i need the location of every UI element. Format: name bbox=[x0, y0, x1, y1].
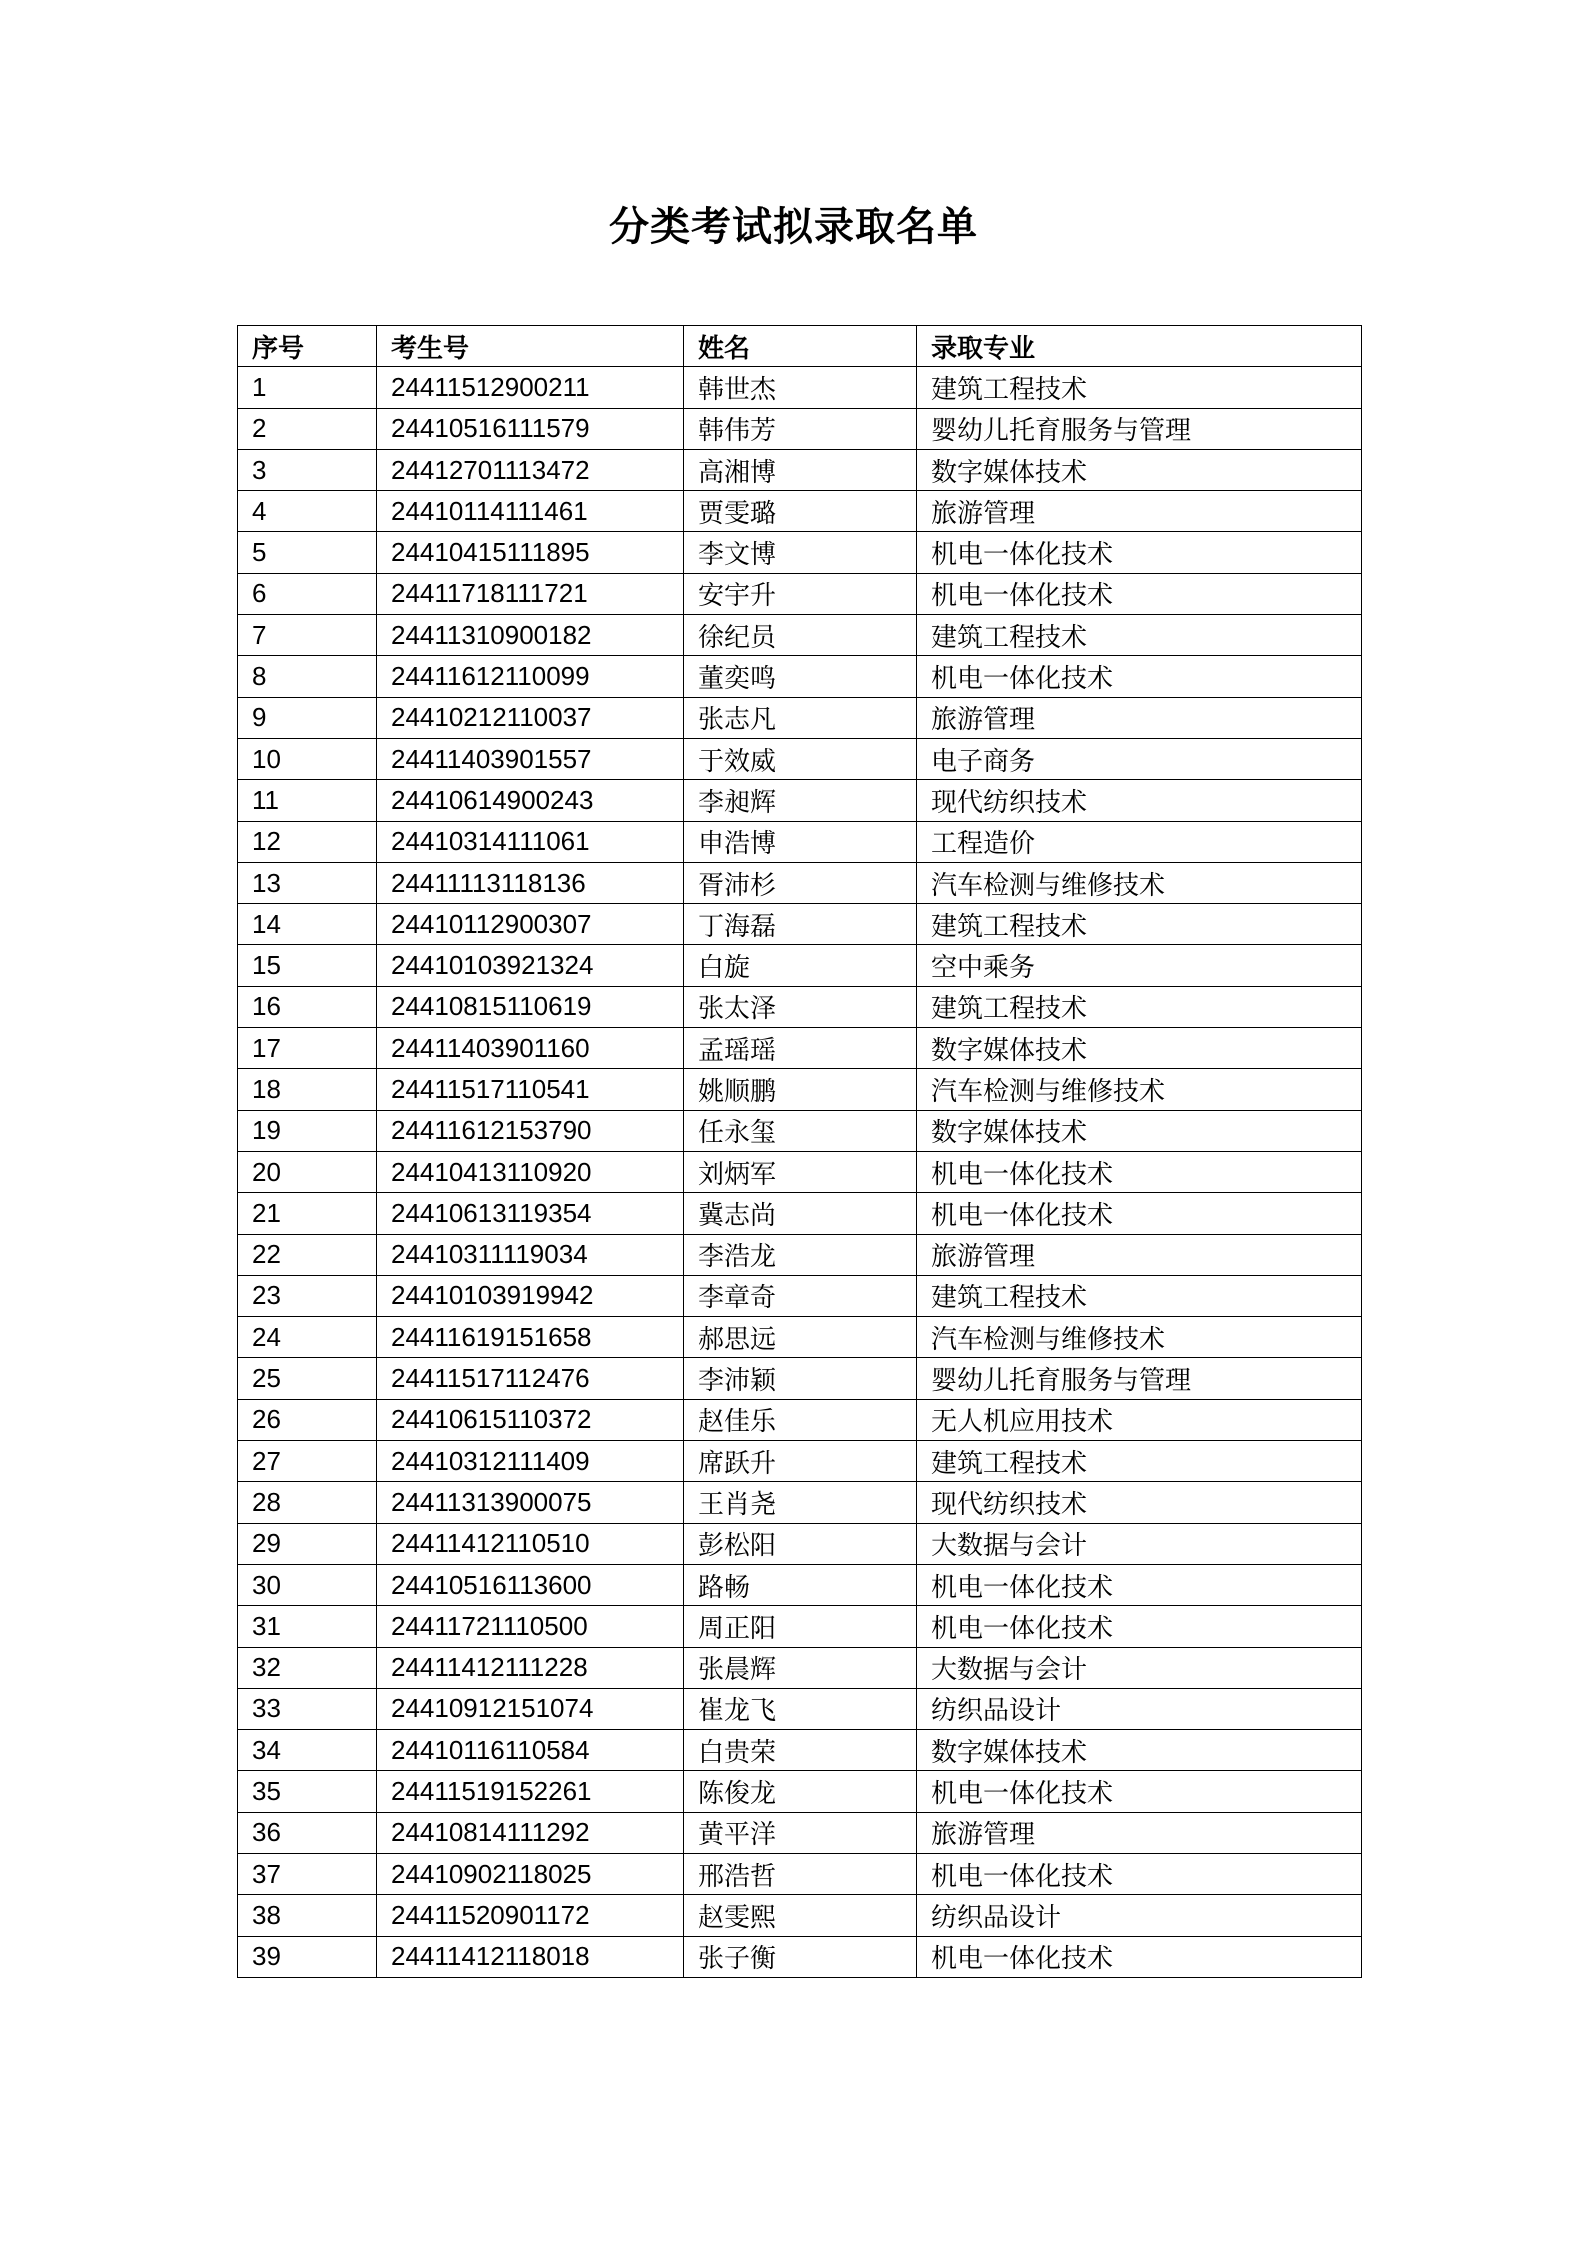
cell-major: 机电一体化技术 bbox=[917, 656, 1362, 697]
cell-name: 李浩龙 bbox=[684, 1234, 917, 1275]
table-row bbox=[238, 821, 1362, 862]
cell-name: 黄平洋 bbox=[684, 1812, 917, 1853]
cell-major: 旅游管理 bbox=[917, 1812, 1362, 1853]
cell-exam-id: 24410815110619 bbox=[377, 986, 684, 1027]
cell-exam-id: 24411113118136 bbox=[377, 862, 684, 903]
cell-exam-id: 24411313900075 bbox=[377, 1482, 684, 1523]
cell-name: 白贵荣 bbox=[684, 1730, 917, 1771]
cell-major: 数字媒体技术 bbox=[917, 449, 1362, 490]
cell-name: 申浩博 bbox=[684, 821, 917, 862]
cell-name: 张子衡 bbox=[684, 1936, 917, 1977]
cell-seq: 8 bbox=[238, 656, 377, 697]
cell-seq: 33 bbox=[238, 1688, 377, 1729]
cell-exam-id: 24410516111579 bbox=[377, 408, 684, 449]
cell-name: 韩世杰 bbox=[684, 367, 917, 408]
cell-exam-id: 24411512900211 bbox=[377, 367, 684, 408]
admission-list-table bbox=[237, 325, 1362, 1978]
table-row bbox=[238, 1441, 1362, 1482]
cell-exam-id: 24410112900307 bbox=[377, 904, 684, 945]
cell-major: 机电一体化技术 bbox=[917, 1193, 1362, 1234]
table-row bbox=[238, 1895, 1362, 1936]
cell-exam-id: 24411520901172 bbox=[377, 1895, 684, 1936]
cell-major: 纺织品设计 bbox=[917, 1895, 1362, 1936]
cell-exam-id: 24410314111061 bbox=[377, 821, 684, 862]
cell-seq: 12 bbox=[238, 821, 377, 862]
cell-major: 电子商务 bbox=[917, 738, 1362, 779]
cell-exam-id: 24410311119034 bbox=[377, 1234, 684, 1275]
cell-exam-id: 24410615110372 bbox=[377, 1399, 684, 1440]
cell-seq: 21 bbox=[238, 1193, 377, 1234]
cell-exam-id: 24412701113472 bbox=[377, 449, 684, 490]
cell-exam-id: 24410312111409 bbox=[377, 1441, 684, 1482]
table-row bbox=[238, 1523, 1362, 1564]
table-row bbox=[238, 1317, 1362, 1358]
cell-name: 安宇升 bbox=[684, 573, 917, 614]
cell-name: 李昶辉 bbox=[684, 780, 917, 821]
cell-major: 旅游管理 bbox=[917, 697, 1362, 738]
cell-name: 崔龙飞 bbox=[684, 1688, 917, 1729]
table-row bbox=[238, 780, 1362, 821]
table-row bbox=[238, 1647, 1362, 1688]
table-row bbox=[238, 1771, 1362, 1812]
cell-exam-id: 24411721110500 bbox=[377, 1606, 684, 1647]
table-row bbox=[238, 1564, 1362, 1605]
cell-exam-id: 24410103921324 bbox=[377, 945, 684, 986]
table-row bbox=[238, 945, 1362, 986]
cell-seq: 24 bbox=[238, 1317, 377, 1358]
cell-exam-id: 24411718111721 bbox=[377, 573, 684, 614]
table-row bbox=[238, 1399, 1362, 1440]
cell-name: 韩伟芳 bbox=[684, 408, 917, 449]
cell-major: 建筑工程技术 bbox=[917, 1275, 1362, 1316]
cell-name: 任永玺 bbox=[684, 1110, 917, 1151]
cell-name: 贾雯璐 bbox=[684, 491, 917, 532]
cell-seq: 9 bbox=[238, 697, 377, 738]
cell-major: 纺织品设计 bbox=[917, 1688, 1362, 1729]
column-header-name: 姓名 bbox=[684, 326, 917, 367]
table-row bbox=[238, 1853, 1362, 1894]
cell-name: 李沛颖 bbox=[684, 1358, 917, 1399]
table-row bbox=[238, 615, 1362, 656]
cell-major: 机电一体化技术 bbox=[917, 1936, 1362, 1977]
table-row bbox=[238, 1110, 1362, 1151]
cell-major: 婴幼儿托育服务与管理 bbox=[917, 1358, 1362, 1399]
cell-major: 机电一体化技术 bbox=[917, 1853, 1362, 1894]
cell-major: 汽车检测与维修技术 bbox=[917, 1317, 1362, 1358]
cell-major: 建筑工程技术 bbox=[917, 986, 1362, 1027]
cell-exam-id: 24411412110510 bbox=[377, 1523, 684, 1564]
table-row bbox=[238, 1482, 1362, 1523]
cell-seq: 35 bbox=[238, 1771, 377, 1812]
cell-seq: 22 bbox=[238, 1234, 377, 1275]
cell-exam-id: 24410516113600 bbox=[377, 1564, 684, 1605]
cell-major: 旅游管理 bbox=[917, 1234, 1362, 1275]
column-header-seq: 序号 bbox=[238, 326, 377, 367]
cell-seq: 26 bbox=[238, 1399, 377, 1440]
table-row bbox=[238, 986, 1362, 1027]
cell-name: 李文博 bbox=[684, 532, 917, 573]
cell-seq: 23 bbox=[238, 1275, 377, 1316]
cell-seq: 2 bbox=[238, 408, 377, 449]
cell-major: 婴幼儿托育服务与管理 bbox=[917, 408, 1362, 449]
cell-exam-id: 24411612153790 bbox=[377, 1110, 684, 1151]
cell-major: 机电一体化技术 bbox=[917, 1606, 1362, 1647]
table-body bbox=[238, 367, 1362, 1978]
cell-major: 汽车检测与维修技术 bbox=[917, 1069, 1362, 1110]
cell-seq: 19 bbox=[238, 1110, 377, 1151]
cell-exam-id: 24410614900243 bbox=[377, 780, 684, 821]
cell-name: 丁海磊 bbox=[684, 904, 917, 945]
cell-major: 数字媒体技术 bbox=[917, 1730, 1362, 1771]
cell-name: 彭松阳 bbox=[684, 1523, 917, 1564]
cell-seq: 7 bbox=[238, 615, 377, 656]
cell-major: 大数据与会计 bbox=[917, 1647, 1362, 1688]
table-row bbox=[238, 1069, 1362, 1110]
table-row bbox=[238, 1358, 1362, 1399]
column-header-major: 录取专业 bbox=[917, 326, 1362, 367]
cell-major: 无人机应用技术 bbox=[917, 1399, 1362, 1440]
cell-exam-id: 24410212110037 bbox=[377, 697, 684, 738]
cell-name: 赵佳乐 bbox=[684, 1399, 917, 1440]
table-row bbox=[238, 1606, 1362, 1647]
cell-major: 空中乘务 bbox=[917, 945, 1362, 986]
cell-exam-id: 24410902118025 bbox=[377, 1853, 684, 1894]
cell-name: 刘炳军 bbox=[684, 1151, 917, 1192]
cell-exam-id: 24411519152261 bbox=[377, 1771, 684, 1812]
cell-major: 机电一体化技术 bbox=[917, 1151, 1362, 1192]
table-row bbox=[238, 1730, 1362, 1771]
cell-seq: 15 bbox=[238, 945, 377, 986]
cell-seq: 4 bbox=[238, 491, 377, 532]
cell-major: 机电一体化技术 bbox=[917, 573, 1362, 614]
table-row bbox=[238, 738, 1362, 779]
table-row bbox=[238, 1275, 1362, 1316]
cell-major: 数字媒体技术 bbox=[917, 1028, 1362, 1069]
cell-major: 机电一体化技术 bbox=[917, 1771, 1362, 1812]
cell-exam-id: 24410116110584 bbox=[377, 1730, 684, 1771]
cell-major: 现代纺织技术 bbox=[917, 780, 1362, 821]
table-row bbox=[238, 1193, 1362, 1234]
cell-name: 于效威 bbox=[684, 738, 917, 779]
cell-exam-id: 24410814111292 bbox=[377, 1812, 684, 1853]
page-title: 分类考试拟录取名单 bbox=[609, 204, 978, 250]
cell-seq: 18 bbox=[238, 1069, 377, 1110]
cell-seq: 34 bbox=[238, 1730, 377, 1771]
cell-name: 董奕鸣 bbox=[684, 656, 917, 697]
cell-major: 工程造价 bbox=[917, 821, 1362, 862]
table-row bbox=[238, 1812, 1362, 1853]
cell-seq: 36 bbox=[238, 1812, 377, 1853]
cell-major: 建筑工程技术 bbox=[917, 904, 1362, 945]
cell-exam-id: 24411612110099 bbox=[377, 656, 684, 697]
cell-seq: 16 bbox=[238, 986, 377, 1027]
table-row bbox=[238, 573, 1362, 614]
cell-name: 邢浩哲 bbox=[684, 1853, 917, 1894]
column-header-exam-id: 考生号 bbox=[377, 326, 684, 367]
table-row bbox=[238, 1688, 1362, 1729]
table-row bbox=[238, 1028, 1362, 1069]
cell-exam-id: 24411517112476 bbox=[377, 1358, 684, 1399]
cell-name: 张晨辉 bbox=[684, 1647, 917, 1688]
cell-major: 现代纺织技术 bbox=[917, 1482, 1362, 1523]
cell-seq: 13 bbox=[238, 862, 377, 903]
cell-seq: 6 bbox=[238, 573, 377, 614]
cell-exam-id: 24411412118018 bbox=[377, 1936, 684, 1977]
table-header-row bbox=[238, 326, 1362, 367]
table-row bbox=[238, 904, 1362, 945]
cell-seq: 5 bbox=[238, 532, 377, 573]
cell-exam-id: 24410912151074 bbox=[377, 1688, 684, 1729]
table-row bbox=[238, 367, 1362, 408]
cell-major: 大数据与会计 bbox=[917, 1523, 1362, 1564]
cell-seq: 11 bbox=[238, 780, 377, 821]
cell-exam-id: 24410415111895 bbox=[377, 532, 684, 573]
cell-seq: 3 bbox=[238, 449, 377, 490]
cell-exam-id: 24411412111228 bbox=[377, 1647, 684, 1688]
table-row bbox=[238, 1151, 1362, 1192]
cell-exam-id: 24411310900182 bbox=[377, 615, 684, 656]
cell-name: 徐纪员 bbox=[684, 615, 917, 656]
cell-name: 白旋 bbox=[684, 945, 917, 986]
cell-seq: 10 bbox=[238, 738, 377, 779]
cell-seq: 39 bbox=[238, 1936, 377, 1977]
cell-major: 建筑工程技术 bbox=[917, 615, 1362, 656]
cell-seq: 17 bbox=[238, 1028, 377, 1069]
table-row bbox=[238, 697, 1362, 738]
cell-name: 席跃升 bbox=[684, 1441, 917, 1482]
cell-major: 数字媒体技术 bbox=[917, 1110, 1362, 1151]
table-row bbox=[238, 532, 1362, 573]
cell-name: 姚顺鹏 bbox=[684, 1069, 917, 1110]
cell-name: 赵雯熙 bbox=[684, 1895, 917, 1936]
cell-name: 郝思远 bbox=[684, 1317, 917, 1358]
cell-exam-id: 24411403901557 bbox=[377, 738, 684, 779]
cell-name: 王肖尧 bbox=[684, 1482, 917, 1523]
cell-major: 机电一体化技术 bbox=[917, 532, 1362, 573]
cell-seq: 30 bbox=[238, 1564, 377, 1605]
cell-seq: 38 bbox=[238, 1895, 377, 1936]
cell-name: 冀志尚 bbox=[684, 1193, 917, 1234]
cell-name: 张太泽 bbox=[684, 986, 917, 1027]
cell-seq: 29 bbox=[238, 1523, 377, 1564]
cell-name: 孟瑶瑶 bbox=[684, 1028, 917, 1069]
cell-major: 机电一体化技术 bbox=[917, 1564, 1362, 1605]
cell-major: 建筑工程技术 bbox=[917, 367, 1362, 408]
cell-name: 高湘博 bbox=[684, 449, 917, 490]
cell-name: 张志凡 bbox=[684, 697, 917, 738]
cell-seq: 1 bbox=[238, 367, 377, 408]
cell-exam-id: 24410114111461 bbox=[377, 491, 684, 532]
cell-exam-id: 24410613119354 bbox=[377, 1193, 684, 1234]
cell-seq: 27 bbox=[238, 1441, 377, 1482]
cell-exam-id: 24410103919942 bbox=[377, 1275, 684, 1316]
cell-seq: 37 bbox=[238, 1853, 377, 1894]
cell-exam-id: 24410413110920 bbox=[377, 1151, 684, 1192]
table-row bbox=[238, 491, 1362, 532]
cell-exam-id: 24411517110541 bbox=[377, 1069, 684, 1110]
table-row bbox=[238, 862, 1362, 903]
cell-seq: 25 bbox=[238, 1358, 377, 1399]
table-row bbox=[238, 449, 1362, 490]
cell-major: 旅游管理 bbox=[917, 491, 1362, 532]
table-row bbox=[238, 1234, 1362, 1275]
cell-seq: 14 bbox=[238, 904, 377, 945]
cell-name: 胥沛杉 bbox=[684, 862, 917, 903]
table-row bbox=[238, 656, 1362, 697]
cell-name: 陈俊龙 bbox=[684, 1771, 917, 1812]
cell-exam-id: 24411403901160 bbox=[377, 1028, 684, 1069]
cell-major: 汽车检测与维修技术 bbox=[917, 862, 1362, 903]
table-row bbox=[238, 1936, 1362, 1977]
table-row bbox=[238, 408, 1362, 449]
cell-seq: 31 bbox=[238, 1606, 377, 1647]
cell-name: 周正阳 bbox=[684, 1606, 917, 1647]
cell-seq: 20 bbox=[238, 1151, 377, 1192]
cell-exam-id: 24411619151658 bbox=[377, 1317, 684, 1358]
cell-name: 李章奇 bbox=[684, 1275, 917, 1316]
cell-name: 路畅 bbox=[684, 1564, 917, 1605]
cell-seq: 32 bbox=[238, 1647, 377, 1688]
cell-seq: 28 bbox=[238, 1482, 377, 1523]
cell-major: 建筑工程技术 bbox=[917, 1441, 1362, 1482]
